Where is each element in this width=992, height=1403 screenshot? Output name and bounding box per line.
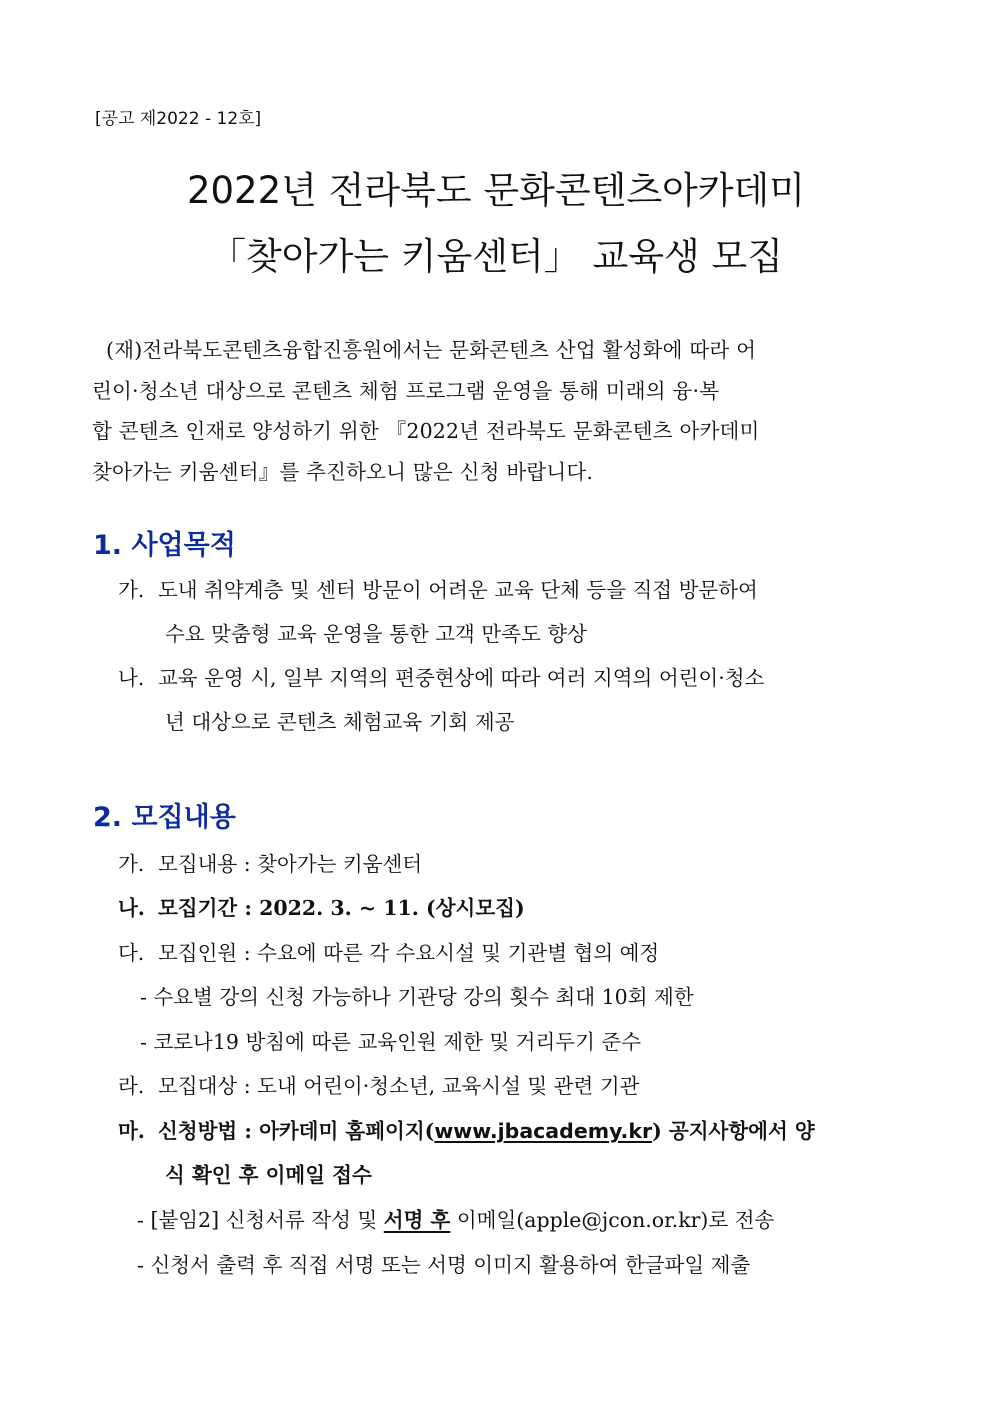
item-mark: 라. (118, 1074, 145, 1098)
sub-text-pre: - [붙임2] 신청서류 작성 및 (137, 1208, 384, 1232)
recruit-item-ma (118, 1109, 815, 1153)
recruit-ma-sub1 (137, 1198, 774, 1242)
item-separator: : (237, 941, 258, 965)
item-mark: 가. (118, 852, 145, 876)
recruit-da-sub2: - 코로나19 방침에 따른 교육인원 제한 및 거리두기 준수 (140, 1030, 642, 1054)
intro-line: (재)전라북도콘텐츠융합진흥원에서는 문화콘텐츠 산업 활성화에 따라 어 (106, 338, 757, 362)
recruit-ma-sub2: - 신청서 출력 후 직접 서명 또는 서명 이미지 활용하여 한글파일 제출 (137, 1253, 751, 1277)
item-label: 모집내용 (158, 852, 238, 876)
item-separator: : (237, 1074, 258, 1098)
recruit-item-ra (118, 1064, 639, 1108)
intro-line: 린이·청소년 대상으로 콘텐츠 체험 프로그램 운영을 통해 미래의 융·복 (92, 378, 720, 403)
item-label: 모집대상 (158, 1074, 238, 1098)
item-value-pre: 아카데미 홈페이지( (259, 1119, 435, 1143)
item-label: 모집기간 (158, 896, 238, 920)
item-value-post: ) 공지사항에서 양 (652, 1119, 815, 1143)
item-mark: 가. (118, 578, 145, 602)
item-value: 찾아가는 키움센터 (257, 852, 423, 876)
intro-paragraph (92, 330, 902, 492)
academy-homepage-link[interactable]: www.jbacademy.kr (434, 1119, 653, 1143)
item-separator: : (237, 852, 258, 876)
item-value: 도내 어린이·청소년, 교육시설 및 관련 기관 (257, 1074, 640, 1098)
item-mark: 나. (118, 896, 145, 920)
purpose-item-ga (118, 568, 758, 612)
item-value: 2022. 3. ~ 11. (상시모집) (259, 896, 525, 920)
recruit-da-sub1: - 수요별 강의 신청 가능하나 기관당 강의 횟수 최대 10회 제한 (140, 985, 694, 1009)
purpose-item-ga-cont: 수요 맞춤형 교육 운영을 통한 고객 만족도 향상 (165, 622, 587, 646)
item-mark: 나. (118, 666, 145, 690)
intro-line: 합 콘텐츠 인재로 양성하기 위한 『2022년 전라북도 문화콘텐츠 아카데미 (92, 419, 760, 443)
section-heading-purpose: 1. 사업목적 (93, 530, 236, 561)
item-label: 신청방법 (158, 1119, 238, 1143)
recruit-item-ga (118, 842, 422, 886)
section-heading-recruitment: 2. 모집내용 (93, 802, 236, 833)
page-title-line1: 2022년 전라북도 문화콘텐츠아카데미 (186, 169, 806, 212)
item-value: 수요에 따른 각 수요시설 및 기관별 협의 예정 (257, 941, 660, 965)
item-separator: : (237, 1119, 260, 1143)
item-label: 모집인원 (158, 941, 238, 965)
purpose-item-na (118, 656, 764, 700)
intro-line: 찾아가는 키움센터』를 추진하오니 많은 신청 바랍니다. (92, 459, 594, 484)
page-title-line2: 「찾아가는 키움센터」 교육생 모집 (209, 235, 783, 278)
item-mark: 마. (118, 1119, 145, 1143)
notice-number: [공고 제2022 - 12호] (95, 109, 262, 129)
sub-text-underlined: 서명 후 (383, 1208, 451, 1232)
sub-text-post: 이메일(apple@jcon.or.kr)로 전송 (450, 1208, 775, 1232)
recruit-item-na (118, 886, 525, 930)
item-separator: : (237, 896, 260, 920)
purpose-item-na-cont: 년 대상으로 콘텐츠 체험교육 기회 제공 (165, 710, 515, 734)
item-mark: 다. (118, 941, 145, 965)
item-text: 교육 운영 시, 일부 지역의 편중현상에 따라 여러 지역의 어린이·청소 (158, 666, 765, 690)
item-text: 도내 취약계층 및 센터 방문이 어려운 교육 단체 등을 직접 방문하여 (158, 578, 758, 602)
recruit-item-ma-cont: 식 확인 후 이메일 접수 (165, 1163, 372, 1187)
recruit-item-da (118, 931, 659, 975)
